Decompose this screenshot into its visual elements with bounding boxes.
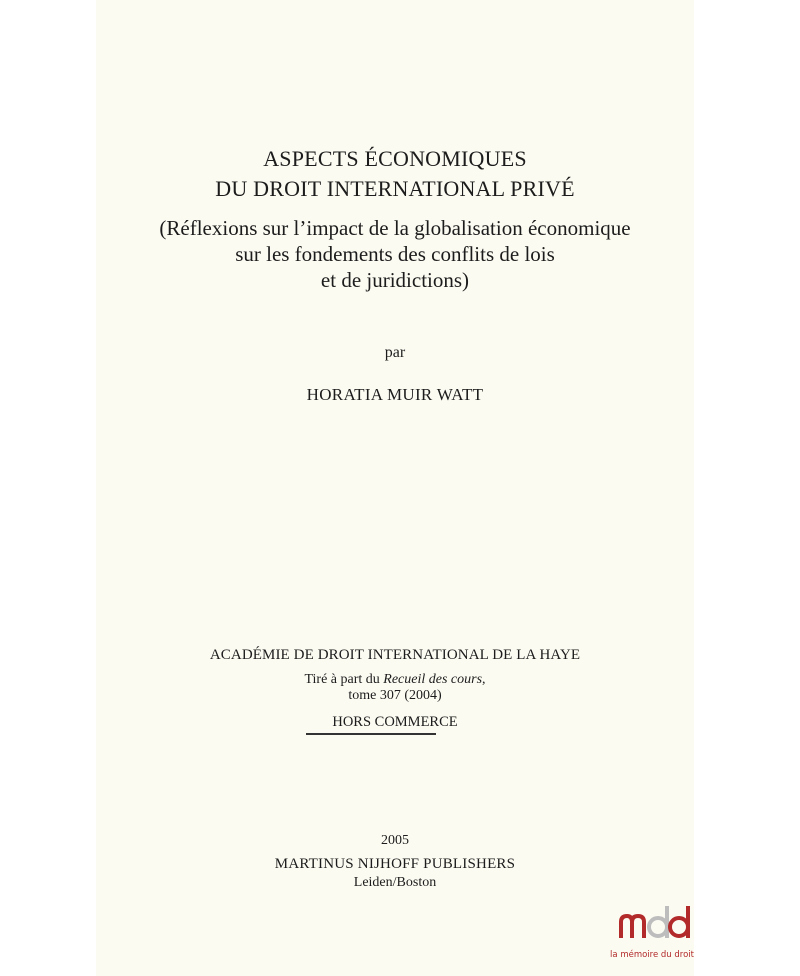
subtitle-line-1: (Réflexions sur l’impact de la globalisation économique <box>159 216 631 240</box>
publisher-name: MARTINUS NIJHOFF PUBLISHERS <box>274 856 516 872</box>
offprint-prefix: Tiré à part du <box>304 672 384 687</box>
volume-note: tome 307 (2004) <box>348 688 442 703</box>
not-for-sale-label: HORS COMMERCE <box>332 714 458 730</box>
watermark-tagline: la mémoire du droit <box>610 950 694 960</box>
title-line-2: DU DROIT INTERNATIONAL PRIVÉ <box>215 176 575 201</box>
offprint-suffix: , <box>482 672 486 687</box>
subtitle-line-2: sur les fondements des conflits de lois <box>235 242 555 266</box>
subtitle-line-3: et de juridictions) <box>320 268 470 292</box>
offprint-note <box>96 673 694 687</box>
title-page <box>96 0 694 976</box>
academy-name: ACADÉMIE DE DROIT INTERNATIONAL DE LA HAYE <box>209 647 581 663</box>
publication-year: 2005 <box>381 833 409 848</box>
offprint-series: Recueil des cours <box>383 672 483 687</box>
mdd-logo-icon <box>618 902 692 942</box>
not-for-sale-underline <box>306 733 436 735</box>
title-line-1: ASPECTS ÉCONOMIQUES <box>263 146 527 171</box>
by-label: par <box>384 344 406 361</box>
author-name: HORATIA MUIR WATT <box>306 385 484 404</box>
publisher-place: Leiden/Boston <box>353 875 437 890</box>
